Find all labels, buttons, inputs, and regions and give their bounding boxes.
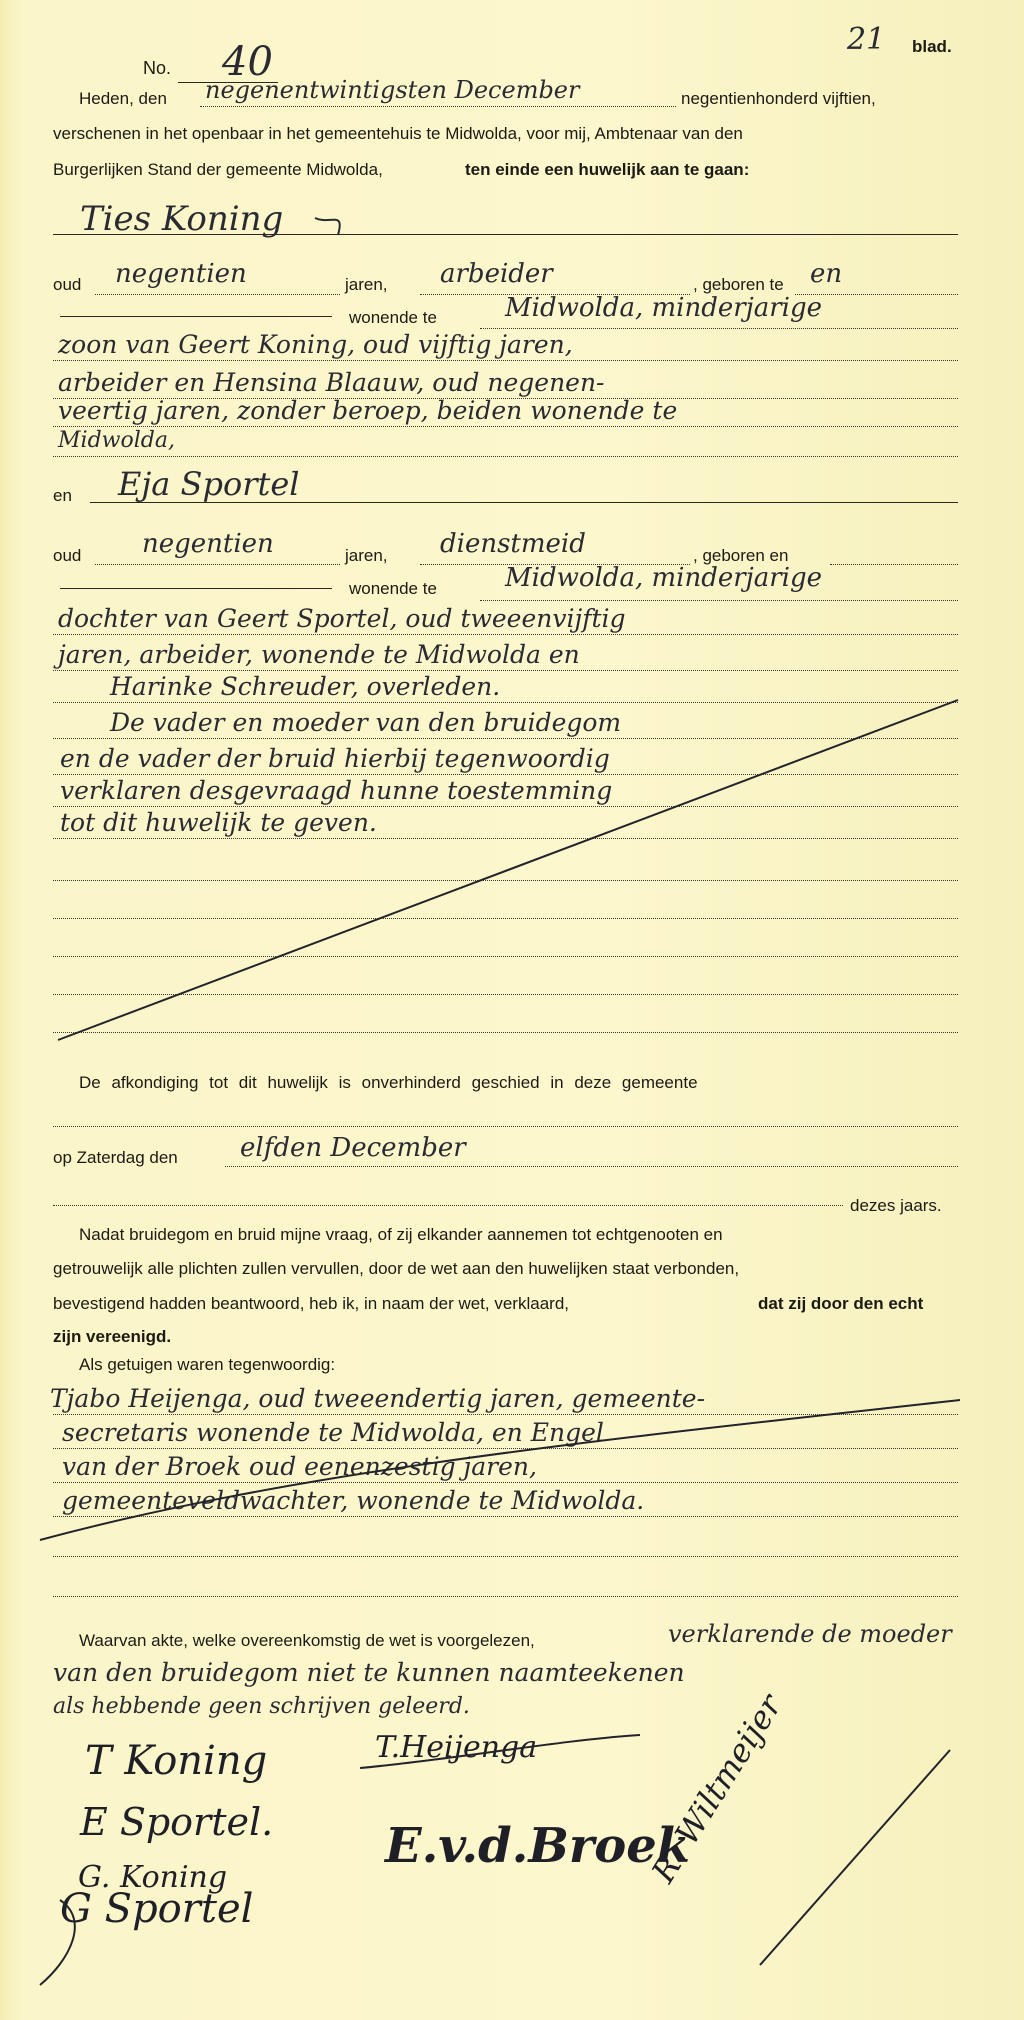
bride-jaren-label: jaren, — [345, 546, 388, 565]
signature-underline-heijenga — [360, 1735, 640, 1768]
consent-line-2: en de vader der bruid hierbij tegenwoordig — [60, 744, 610, 773]
signature-witness-vd-broek: E.v.d.Broek — [385, 1818, 691, 1874]
groom-name: Ties Koning — [80, 199, 284, 239]
consent-line-4: tot dit huwelijk te geven. — [60, 808, 377, 837]
intro-line2: verschenen in het openbaar in het gemeentehuis te Midwolda, voor mij, Ambtenaar van den — [53, 124, 743, 143]
intro-line3-b: ten einde een huwelijk aan te gaan: — [465, 160, 750, 179]
closing-hand-line-2: als hebbende geen schrijven geleerd. — [53, 1694, 470, 1719]
witnesses-label: Als getuigen waren tegenwoordig: — [79, 1355, 336, 1374]
groom-residence: Midwolda, minderjarige — [505, 293, 822, 323]
groom-birthplace: en — [810, 259, 843, 289]
witness-line-2: secretaris wonende te Midwolda, en Engel — [62, 1418, 604, 1447]
witness-line-3: van der Broek oud eenenzestig jaren, — [62, 1452, 537, 1481]
groom-detail-1: zoon van Geert Koning, oud vijftig jaren, — [58, 330, 573, 359]
intro-line3-a: Burgerlijken Stand der gemeente Midwolda, — [53, 160, 383, 179]
groom-oud-label: oud — [53, 275, 82, 294]
bride-detail-2: jaren, arbeider, wonende te Midwolda en — [58, 640, 580, 669]
vow-line4: zijn vereenigd. — [53, 1327, 172, 1346]
record-number-label: No. — [143, 58, 172, 78]
closing-hand-cont: verklarende de moeder — [668, 1620, 952, 1648]
groom-detail-2: arbeider en Hensina Blaauw, oud negenen- — [58, 368, 605, 397]
groom-jaren-label: jaren, — [345, 275, 388, 294]
afkondiging-date: elfden December — [240, 1133, 466, 1163]
bride-detail-1: dochter van Geert Sportel, oud tweeenvijftig — [58, 604, 626, 633]
vow-line2: getrouwelijk alle plichten zullen vervullen, door de wet aan den huwelijken staat verbonden, — [53, 1259, 740, 1278]
afkondiging-end-label: dezes jaars. — [850, 1196, 942, 1215]
signature-father-bride: G Sportel — [60, 1886, 254, 1932]
vow-line3-a: bevestigend hadden beantwoord, heb ik, in naam der wet, verklaard, — [53, 1294, 569, 1313]
groom-wonende-label: wonende te — [349, 308, 437, 327]
witness-line-1: Tjabo Heijenga, oud tweeendertig jaren, gemeente- — [50, 1384, 706, 1413]
bride-age: negentien — [142, 529, 274, 559]
signature-registrar: R. Wiltmeijer — [643, 1687, 790, 1890]
witness-line-4: gemeenteveldwachter, wonende te Midwolda. — [62, 1486, 645, 1515]
consent-line-1: De vader en moeder van den bruidegom — [110, 708, 622, 737]
groom-geboren-label: , geboren te — [693, 275, 784, 294]
afkondiging-line1: De afkondiging tot dit huwelijk is onverhinderd geschied in deze gemeente — [79, 1073, 698, 1092]
vow-line3-b: dat zij door den echt — [758, 1294, 924, 1313]
groom-name-flourish — [315, 218, 340, 235]
groom-detail-4: Midwolda, — [58, 428, 175, 453]
bride-geboren-label: , geboren en — [693, 546, 789, 565]
bride-residence: Midwolda, minderjarige — [505, 563, 822, 593]
z-cancel-stroke — [58, 700, 958, 1040]
bride-occupation: dienstmeid — [440, 529, 586, 559]
signature-father-groom: G. Koning — [78, 1860, 228, 1895]
record-number-value: 40 — [222, 39, 273, 85]
page-label: blad. — [912, 37, 952, 56]
vow-line1: Nadat bruidegom en bruid mijne vraag, of zij elkander aannemen tot echtgenooten en — [79, 1225, 723, 1244]
marriage-date: negenentwintigsten December — [205, 76, 580, 104]
signature-groom: T Koning — [85, 1738, 268, 1784]
bride-oud-label: oud — [53, 546, 82, 565]
consent-line-3: verklaren desgevraagd hunne toestemming — [60, 776, 613, 805]
signature-witness-heijenga: T.Heijenga — [375, 1730, 538, 1765]
groom-age: negentien — [115, 259, 247, 289]
signature-bride: E Sportel. — [80, 1800, 274, 1844]
intro-line1-suffix: negentienhonderd vijftien, — [681, 89, 876, 108]
intro-line1-prefix: Heden, den — [79, 89, 167, 108]
witness-cancel-stroke — [40, 1400, 960, 1540]
bride-wonende-label: wonende te — [349, 579, 437, 598]
bride-name: Eja Sportel — [118, 465, 300, 503]
afkondiging-op-label: op Zaterdag den — [53, 1148, 178, 1167]
page-number: 21 — [847, 22, 886, 57]
groom-detail-3: veertig jaren, zonder beroep, beiden wonende te — [58, 396, 678, 425]
closing-printed: Waarvan akte, welke overeenkomstig de wet is voorgelezen, — [79, 1631, 535, 1650]
bride-en-label: en — [53, 486, 72, 505]
bride-signature-flourish — [40, 1900, 75, 1985]
groom-occupation: arbeider — [440, 259, 553, 289]
bride-detail-3: Harinke Schreuder, overleden. — [110, 672, 501, 701]
registrar-flourish — [760, 1750, 950, 1965]
closing-hand-line-1: van den bruidegom niet te kunnen naamteekenen — [53, 1658, 685, 1687]
